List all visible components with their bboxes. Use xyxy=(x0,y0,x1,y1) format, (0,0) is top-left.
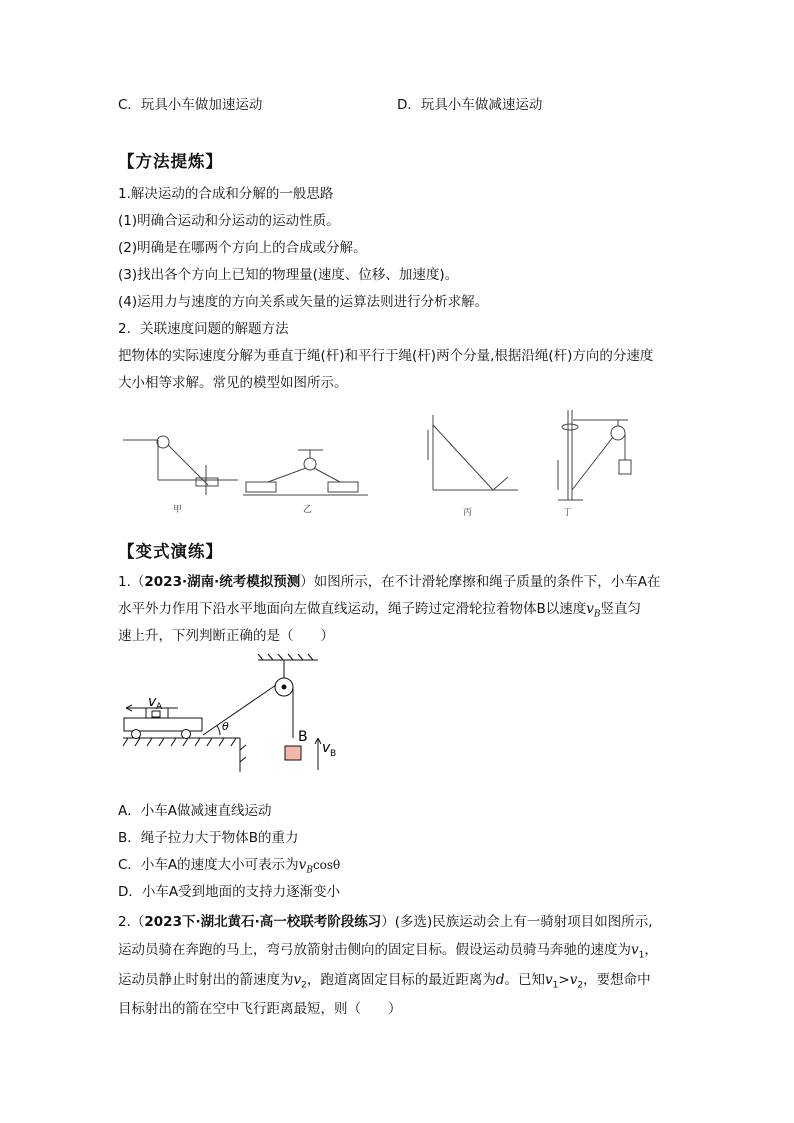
method-para-line-1: 把物体的实际速度分解为垂直于绳(杆)和平行于绳(杆)两个分量,根据沿绳(杆)方向的分速度 xyxy=(118,348,654,364)
q1-fig-vb: v xyxy=(322,740,331,756)
q1-fig-vb-sub: B xyxy=(330,749,337,759)
q2-line-1: 2.（2023下·湖北黄石·高一校联考阶段练习）(多选)民族运动会上有一骑射项目如图所示, xyxy=(118,914,653,930)
q1-option-b: B．绳子拉力大于物体B的重力 xyxy=(118,830,299,846)
q1-fig-theta: θ xyxy=(222,720,229,733)
q1-line-3: 速上升，下列判断正确的是（ ） xyxy=(118,628,334,644)
q1-fig-b: B xyxy=(298,729,308,745)
option-d-prev: D．玩具小车做减速运动 xyxy=(397,97,543,113)
q1-option-c: C．小车A的速度大小可表示为$v_B\cos\theta$ xyxy=(118,857,341,876)
method-line-2: (1)明确合运动和分运动的运动性质。 xyxy=(118,213,340,229)
q2-line-4: 目标射出的箭在空中飞行距离最短，则（ ） xyxy=(118,1001,402,1017)
q2-line-2: 运动员骑在奔跑的马上，弯弓放箭射击侧向的固定目标。假设运动员骑马奔驰的速度为$v_1$， xyxy=(118,942,658,961)
practice-heading: 【变式演练】 xyxy=(118,542,223,561)
q1-fig-va-sub: A xyxy=(156,702,163,712)
q1-figure xyxy=(118,650,368,772)
q2-line-3: 运动员静止时射出的箭速度为$v_2$，跑道离固定目标的最近距离为d。已知$v_1>v_2$，要想命中 xyxy=(118,972,651,991)
method-line-3: (2)明确是在哪两个方向上的合成或分解。 xyxy=(118,240,367,256)
model-figures-1-2 xyxy=(118,420,378,520)
model-label-yi: 乙 xyxy=(303,505,313,515)
q1-option-d: D．小车A受到地面的支持力逐渐变小 xyxy=(118,884,341,900)
model-figures-3-4 xyxy=(398,405,653,525)
q1-line-1: 1.（2023·湖南·统考模拟预测）如图所示，在不计滑轮摩擦和绳子质量的条件下，小车A在 xyxy=(118,574,661,590)
method-line-6: 2．关联速度问题的解题方法 xyxy=(118,321,289,337)
option-c-prev: C．玩具小车做加速运动 xyxy=(118,97,263,113)
method-line-1: 1.解决运动的合成和分解的一般思路 xyxy=(118,186,334,202)
q1-line-2: 水平外力作用下沿水平地面向左做直线运动，绳子跨过定滑轮拉着物体B以速度$v_B$竖直匀 xyxy=(118,601,642,620)
model-label-bing: 丙 xyxy=(463,508,473,518)
model-label-ding: 丁 xyxy=(563,508,573,518)
method-para-line-2: 大小相等求解。常见的模型如图所示。 xyxy=(118,375,348,391)
q1-fig-va: v xyxy=(148,694,157,710)
method-line-5: (4)运用力与速度的方向关系或矢量的运算法则进行分析求解。 xyxy=(118,294,489,310)
method-heading: 【方法提炼】 xyxy=(118,152,223,171)
q1-option-a: A．小车A做减速直线运动 xyxy=(118,803,272,819)
model-label-jia: 甲 xyxy=(173,505,183,515)
method-line-4: (3)找出各个方向上已知的物理量(速度、位移、加速度)。 xyxy=(118,267,459,283)
